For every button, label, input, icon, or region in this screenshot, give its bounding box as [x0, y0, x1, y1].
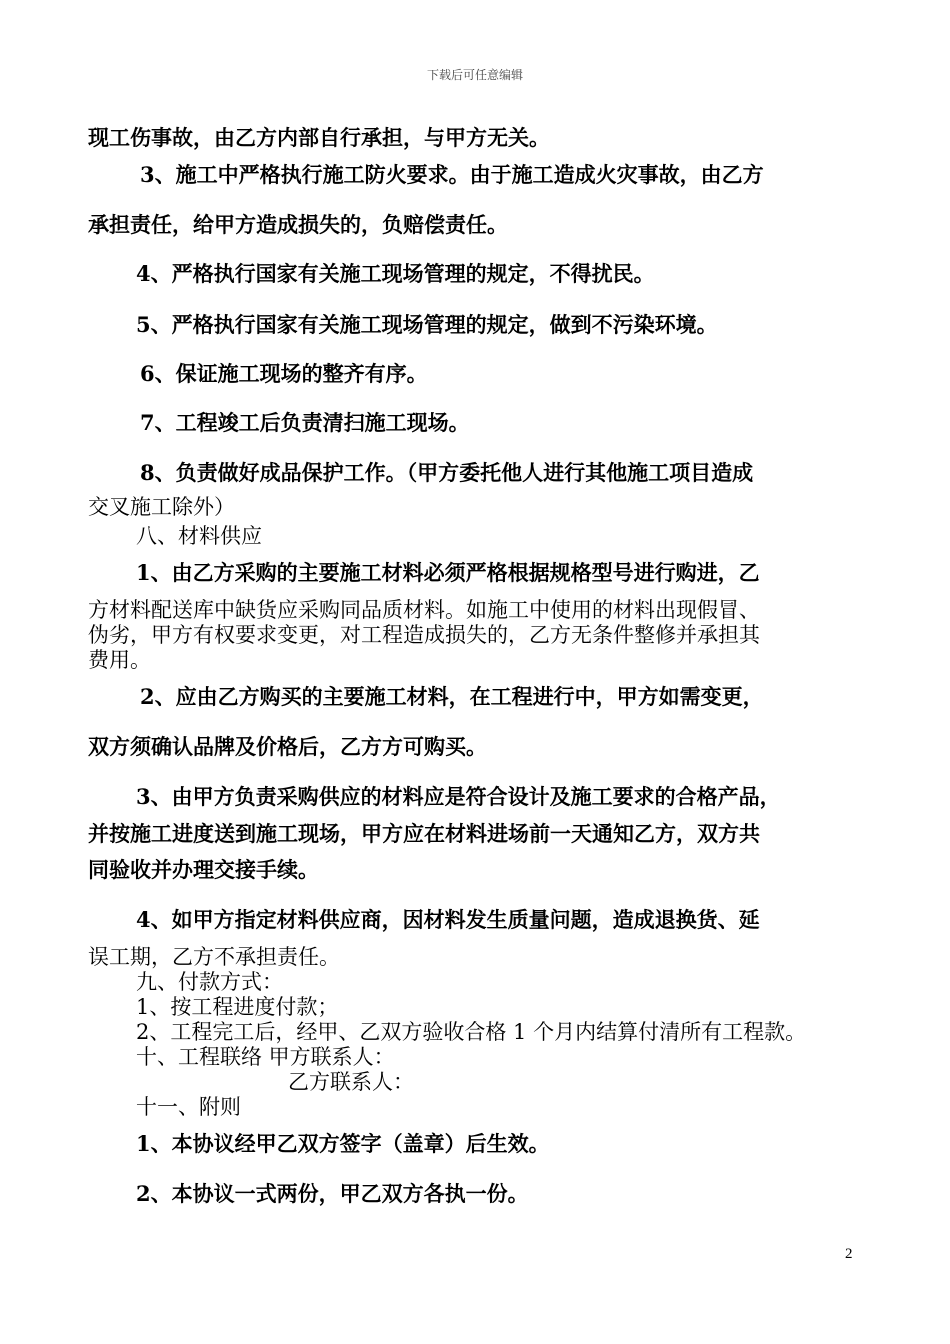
section-heading: 十一、附则	[136, 1095, 241, 1119]
text-line: 2、本协议一式两份，甲乙双方各执一份。	[136, 1181, 529, 1206]
section-heading: 八、材料供应	[136, 524, 262, 548]
text-line: 方材料配送库中缺货应采购同品质材料。如施工中使用的材料出现假冒、	[88, 598, 760, 622]
text-line: 费用。	[88, 648, 151, 672]
section-heading: 九、付款方式：	[136, 970, 283, 994]
text-line: 交叉施工除外）	[88, 495, 235, 519]
page-number: 2	[845, 1246, 853, 1262]
section-heading: 十、工程联络 甲方联系人：	[136, 1045, 395, 1069]
text-line: 乙方联系人：	[288, 1070, 414, 1094]
text-line: 并按施工进度送到施工现场，甲方应在材料进场前一天通知乙方，双方共	[88, 821, 760, 846]
text-line: 2、应由乙方购买的主要施工材料，在工程进行中，甲方如需变更，	[140, 684, 764, 709]
page-header: 下载后可任意编辑	[426, 68, 523, 82]
text-line: 8、负责做好成品保护工作。（甲方委托他人进行其他施工项目造成	[140, 460, 754, 485]
text-line: 4、如甲方指定材料供应商，因材料发生质量问题，造成退换货、延	[136, 907, 760, 932]
text-line: 7、工程竣工后负责清扫施工现场。	[140, 410, 470, 435]
text-line: 承担责任，给甲方造成损失的，负赔偿责任。	[88, 212, 508, 237]
text-line: 5、严格执行国家有关施工现场管理的规定，做到不污染环境。	[136, 312, 718, 337]
text-line: 4、严格执行国家有关施工现场管理的规定，不得扰民。	[136, 261, 655, 286]
text-line: 6、保证施工现场的整齐有序。	[140, 361, 428, 386]
text-line: 1、由乙方采购的主要施工材料必须严格根据规格型号进行购进，乙	[136, 560, 760, 585]
text-line: 同验收并办理交接手续。	[88, 857, 319, 882]
text-line: 伪劣，甲方有权要求变更，对工程造成损失的，乙方无条件整修并承担其	[88, 623, 760, 647]
text-line: 双方须确认品牌及价格后，乙方方可购买。	[88, 734, 487, 759]
text-line: 误工期，乙方不承担责任。	[88, 945, 340, 969]
text-line: 1、本协议经甲乙双方签字（盖章）后生效。	[136, 1131, 550, 1156]
text-line: 现工伤事故，由乙方内部自行承担，与甲方无关。	[88, 125, 550, 150]
text-line: 2、工程完工后，经甲、乙双方验收合格 1 个月内结算付清所有工程款。	[136, 1020, 807, 1044]
text-line: 1、按工程进度付款；	[136, 995, 339, 1019]
text-line: 3、由甲方负责采购供应的材料应是符合设计及施工要求的合格产品，	[136, 784, 781, 809]
text-line: 3、施工中严格执行施工防火要求。由于施工造成火灾事故，由乙方	[140, 162, 764, 187]
